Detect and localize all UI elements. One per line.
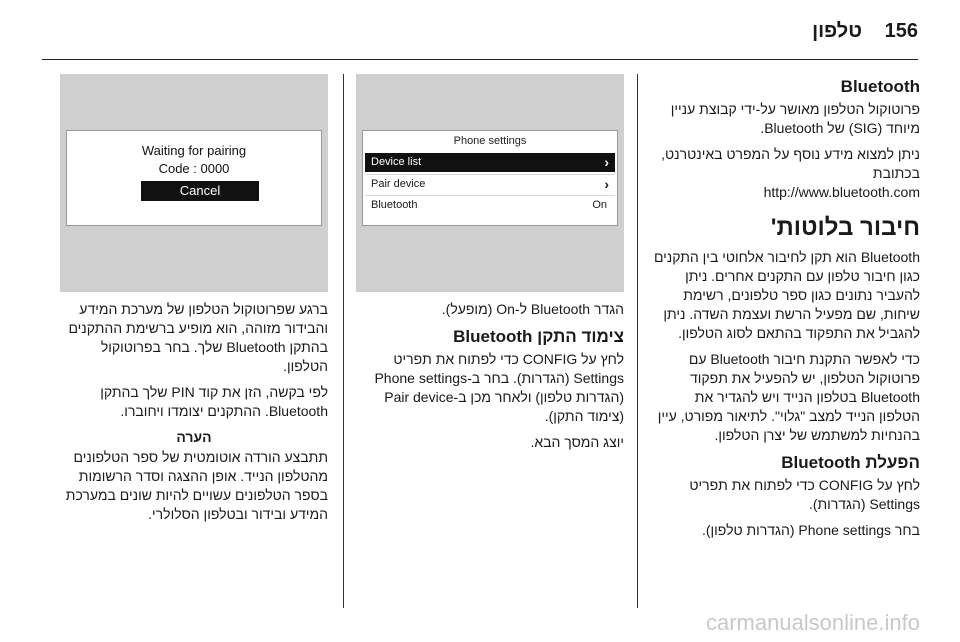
bluetooth-heading: Bluetooth — [840, 77, 920, 96]
chevron-right-icon: › — [604, 154, 609, 170]
device-list-label: Device list — [371, 156, 422, 168]
pair-device-item[interactable] — [365, 174, 615, 193]
note-text: תתבצע הורדה אוטומטית של ספר הטלפונים מהטלפון הנייד. אופן ההצגה וסדר הרשומות בספר הטלפונים עשויים להיות שונים במערכת המידע ובידור ובטלפון הסלולרי. — [65, 449, 328, 522]
pairing-paragraph: לחץ על CONFIG כדי לפתוח את תפריט Settings (הגדרות). בחר ב-Phone settings (הגדרות טלפון) ולאחר מכן ב-Pair device (צימוד התקן). — [374, 351, 624, 424]
activation-heading: הפעלת Bluetooth — [781, 453, 920, 472]
waiting-for-pairing-text: Waiting for pairing — [141, 143, 247, 158]
bluetooth-item-label: Bluetooth — [371, 199, 418, 211]
screen-shown-paragraph: יוצג המסך הבא. — [530, 434, 624, 450]
column-divider-left — [343, 74, 344, 608]
pairing-screen-panel — [60, 74, 328, 292]
pairing-code-text: Code : 0000 — [158, 161, 230, 176]
device-list-item[interactable] — [365, 153, 615, 172]
bluetooth-url: http://www.bluetooth.com — [763, 184, 920, 200]
pin-code-paragraph: לפי בקשה, הזן את קוד PIN שלך בהתקן Bluetooth. ההתקנים יצומדו ויחוברו. — [100, 384, 328, 419]
page-header — [0, 0, 960, 60]
watermark: carmanualsonline.info — [705, 610, 920, 635]
chevron-right-icon: › — [604, 176, 609, 192]
pair-device-label: Pair device — [371, 178, 426, 190]
running-title: טלפון — [812, 20, 862, 42]
cancel-button[interactable]: Cancel — [141, 181, 259, 201]
activation-paragraph-2: בחר Phone settings (הגדרות טלפון). — [701, 522, 920, 538]
column-divider-right — [637, 74, 638, 608]
bluetooth-info-text: ניתן למצוא מידע נוסף על המפרט באינטרנט, בכתובת — [661, 146, 920, 181]
bluetooth-item[interactable] — [365, 195, 615, 214]
connection-heading: חיבור בלוטות' — [770, 214, 920, 241]
pairing-heading: צימוד התקן Bluetooth — [453, 327, 624, 346]
bluetooth-info-paragraph — [650, 145, 920, 202]
bluetooth-on-paragraph: הגדר Bluetooth ל-On (מופעל). — [441, 301, 624, 317]
activation-paragraph-1: לחץ על CONFIG כדי לפתוח את תפריט Settings (הגדרות). — [689, 477, 920, 512]
phone-identified-paragraph: ברגע שפרוטוקול הטלפון של מערכת המידע והבידור מזוהה, הוא מופיע ברשימת ההתקנים בהתקן Bluetooth שלך. בחר בפרוטוקול הטלפון. — [68, 301, 328, 374]
connection-paragraph-2: כדי לאפשר התקנת חיבור Bluetooth עם פרוטוקול הטלפון, יש להפעיל את תפקוד Bluetooth בטלפון הנייד ויש להגדיר את הטלפון הנייד למצב "גלוי". לתיאור מפורט, עיין בהנחיות למשתמש של יצרן הטלפון. — [657, 351, 920, 443]
left-column-text — [60, 300, 328, 531]
header-rule — [42, 59, 918, 60]
phone-settings-title: Phone settings — [453, 135, 527, 147]
pairing-screen — [66, 130, 322, 226]
page-number: 156 — [884, 20, 918, 42]
phone-settings-screen — [362, 130, 618, 226]
phone-settings-screen-panel — [356, 74, 624, 292]
middle-column-text — [356, 300, 624, 459]
right-column — [650, 76, 920, 547]
bluetooth-item-value: On — [592, 199, 607, 211]
note-title: הערה — [176, 429, 212, 445]
connection-paragraph-1: Bluetooth הוא תקן לחיבור אלחוטי בין התקנים כגון חיבור טלפון עם התקנים אחרים. ניתן להעביר נתונים כגון ספר טלפונים, רשימת שיחות, שם מפעיל הרשת ועצמת השדה. ניתן להגביל את התפקוד בהתאם לסוג הטלפון. — [653, 249, 920, 341]
bluetooth-paragraph: פרוטוקול הטלפון מאושר על-ידי קבוצת עניין מיוחד (SIG) של Bluetooth. — [670, 101, 920, 136]
